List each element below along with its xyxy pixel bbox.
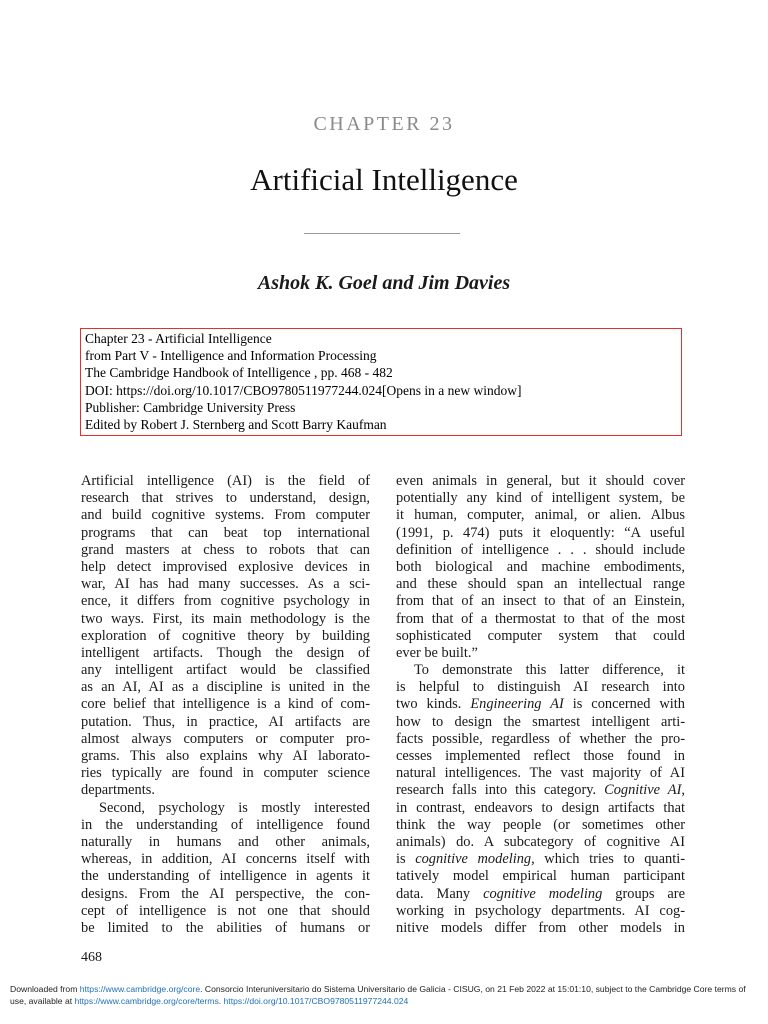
text-line: whereas, in addition, AI concerns itself with <box>81 851 370 868</box>
text-line: grand masters at chess to robots that can <box>81 541 370 558</box>
text-line: is helpful to distinguish AI research into <box>396 679 685 696</box>
text-line: departments. <box>81 782 155 799</box>
text-line: tatively model empirical human participant <box>396 868 685 885</box>
text-line: how to design the smartest intelligent arti- <box>396 713 685 730</box>
text-line: as an AI, AI as a discipline is united in the <box>81 679 370 696</box>
text-line: data. Many cognitive modeling groups are <box>396 885 685 902</box>
text-line: natural intelligences. The vast majority of AI <box>396 765 685 782</box>
download-footer <box>10 983 760 1007</box>
text-line: cept of intelligence is not one that should <box>81 902 370 919</box>
page-number: 468 <box>81 950 102 965</box>
footer-link-core[interactable]: https://www.cambridge.org/core <box>79 984 201 994</box>
text-line: potentially any kind of intelligent system, be <box>396 490 685 507</box>
text-line: nitive models differ from other models in <box>396 919 685 936</box>
body-column-right <box>396 473 685 937</box>
text-line: think the way people (or sometimes other <box>396 816 685 833</box>
footer-text: . <box>218 996 224 1006</box>
text-line: almost always computers or computer pro- <box>81 730 370 747</box>
text-line: definition of intelligence . . . should include <box>396 541 685 558</box>
text-line: ever be built.” <box>396 644 478 661</box>
text-line: from that of an insect to that of an Einstein, <box>396 593 685 610</box>
text-line: core belief that intelligence is a kind of com- <box>81 696 370 713</box>
text-line: exploration of cognitive theory by building <box>81 627 370 644</box>
text-line: designs. From the AI perspective, the con- <box>81 885 370 902</box>
info-chapter: Chapter 23 - Artificial Intelligence <box>85 331 272 346</box>
text-line: Second, psychology is mostly interested <box>99 799 370 816</box>
text-line: (1991, p. 474) puts it eloquently: “A useful <box>396 524 685 541</box>
footer-link-terms[interactable]: https://www.cambridge.org/core/terms <box>74 996 219 1006</box>
text-line: is cognitive modeling, which tries to quanti- <box>396 851 685 868</box>
text-line: putation. Thus, in practice, AI artifacts are <box>81 713 370 730</box>
text-line: cesses implemented reflect those found in <box>396 748 685 764</box>
chapter-label: CHAPTER 23 <box>313 113 455 135</box>
footer-link-doi[interactable]: https://doi.org/10.1017/CBO9780511977244.024 <box>223 996 409 1006</box>
text-line: grams. This also explains why AI laborato- <box>81 748 370 764</box>
text-line: intelligent artifacts. Though the design of <box>81 644 370 661</box>
text-line: Artificial intelligence (AI) is the field of <box>81 473 370 489</box>
text-line: in contrast, endeavors to design artifacts that <box>396 799 685 816</box>
text-line: two ways. First, its main methodology is the <box>81 610 370 627</box>
info-editors: Edited by Robert J. Sternberg and Scott Barry Kaufman <box>85 417 387 433</box>
text-line: ries typically are found in computer science <box>81 765 370 782</box>
text-line: even animals in general, but it should cover <box>396 473 685 489</box>
footer-text: Downloaded from <box>10 984 80 994</box>
text-line: programs that can beat top international <box>81 524 370 541</box>
text-line: two kinds. Engineering AI is concerned with <box>396 696 685 713</box>
text-line: working in psychology departments. AI cog- <box>396 902 685 919</box>
title-divider <box>304 233 460 234</box>
footer-text: . Consorcio Interuniversitario do Sistema Universitario de Galicia - CISUG, on 21 Feb 2022 at 15:01:10, subject to the Cambridge Core terms of use, available at <box>10 984 746 1006</box>
page-title: Artificial Intelligence <box>250 162 518 197</box>
text-line: any intelligent artifact would be classified <box>81 662 370 679</box>
text-line: war, AI has had many successes. As a sci- <box>81 576 370 593</box>
citation-info-box <box>80 328 682 436</box>
text-line: To demonstrate this latter difference, it <box>414 662 685 679</box>
text-line: facts possible, regardless of whether the pro- <box>396 730 685 747</box>
info-doi-link[interactable]: DOI: https://doi.org/10.1017/CBO9780511977244.024[Opens in a new window] <box>85 382 522 398</box>
text-line: sophisticated computer system that could <box>396 627 685 644</box>
text-line: and build cognitive systems. From computer <box>81 507 370 524</box>
text-line: be limited to the abilities of humans or <box>81 919 370 936</box>
body-column-left <box>81 473 370 937</box>
info-book: The Cambridge Handbook of Intelligence , pp. 468 - 482 <box>85 365 393 381</box>
text-line: the understanding of intelligence in agents it <box>81 868 370 885</box>
text-line: both biological and machine embodiments, <box>396 558 685 575</box>
text-line: help detect improvised explosive devices in <box>81 558 370 575</box>
info-part: from Part V - Intelligence and Information Processing <box>85 348 377 364</box>
text-line: naturally in humans and other animals, <box>81 833 370 850</box>
text-line: in the understanding of intelligence found <box>81 816 370 833</box>
text-line: research that strives to understand, design, <box>81 490 370 507</box>
text-line: animals) do. A subcategory of cognitive AI <box>396 833 685 850</box>
text-line: it human, computer, animal, or alien. Albus <box>396 507 685 524</box>
authors: Ashok K. Goel and Jim Davies <box>257 272 511 294</box>
text-line: and these should span an intellectual range <box>396 576 685 593</box>
text-line: ence, it differs from cognitive psychology in <box>81 593 370 610</box>
info-publisher: Publisher: Cambridge University Press <box>85 399 296 415</box>
text-line: research falls into this category. Cognitive AI, <box>396 782 685 799</box>
text-line: from that of a thermostat to that of the most <box>396 610 685 627</box>
